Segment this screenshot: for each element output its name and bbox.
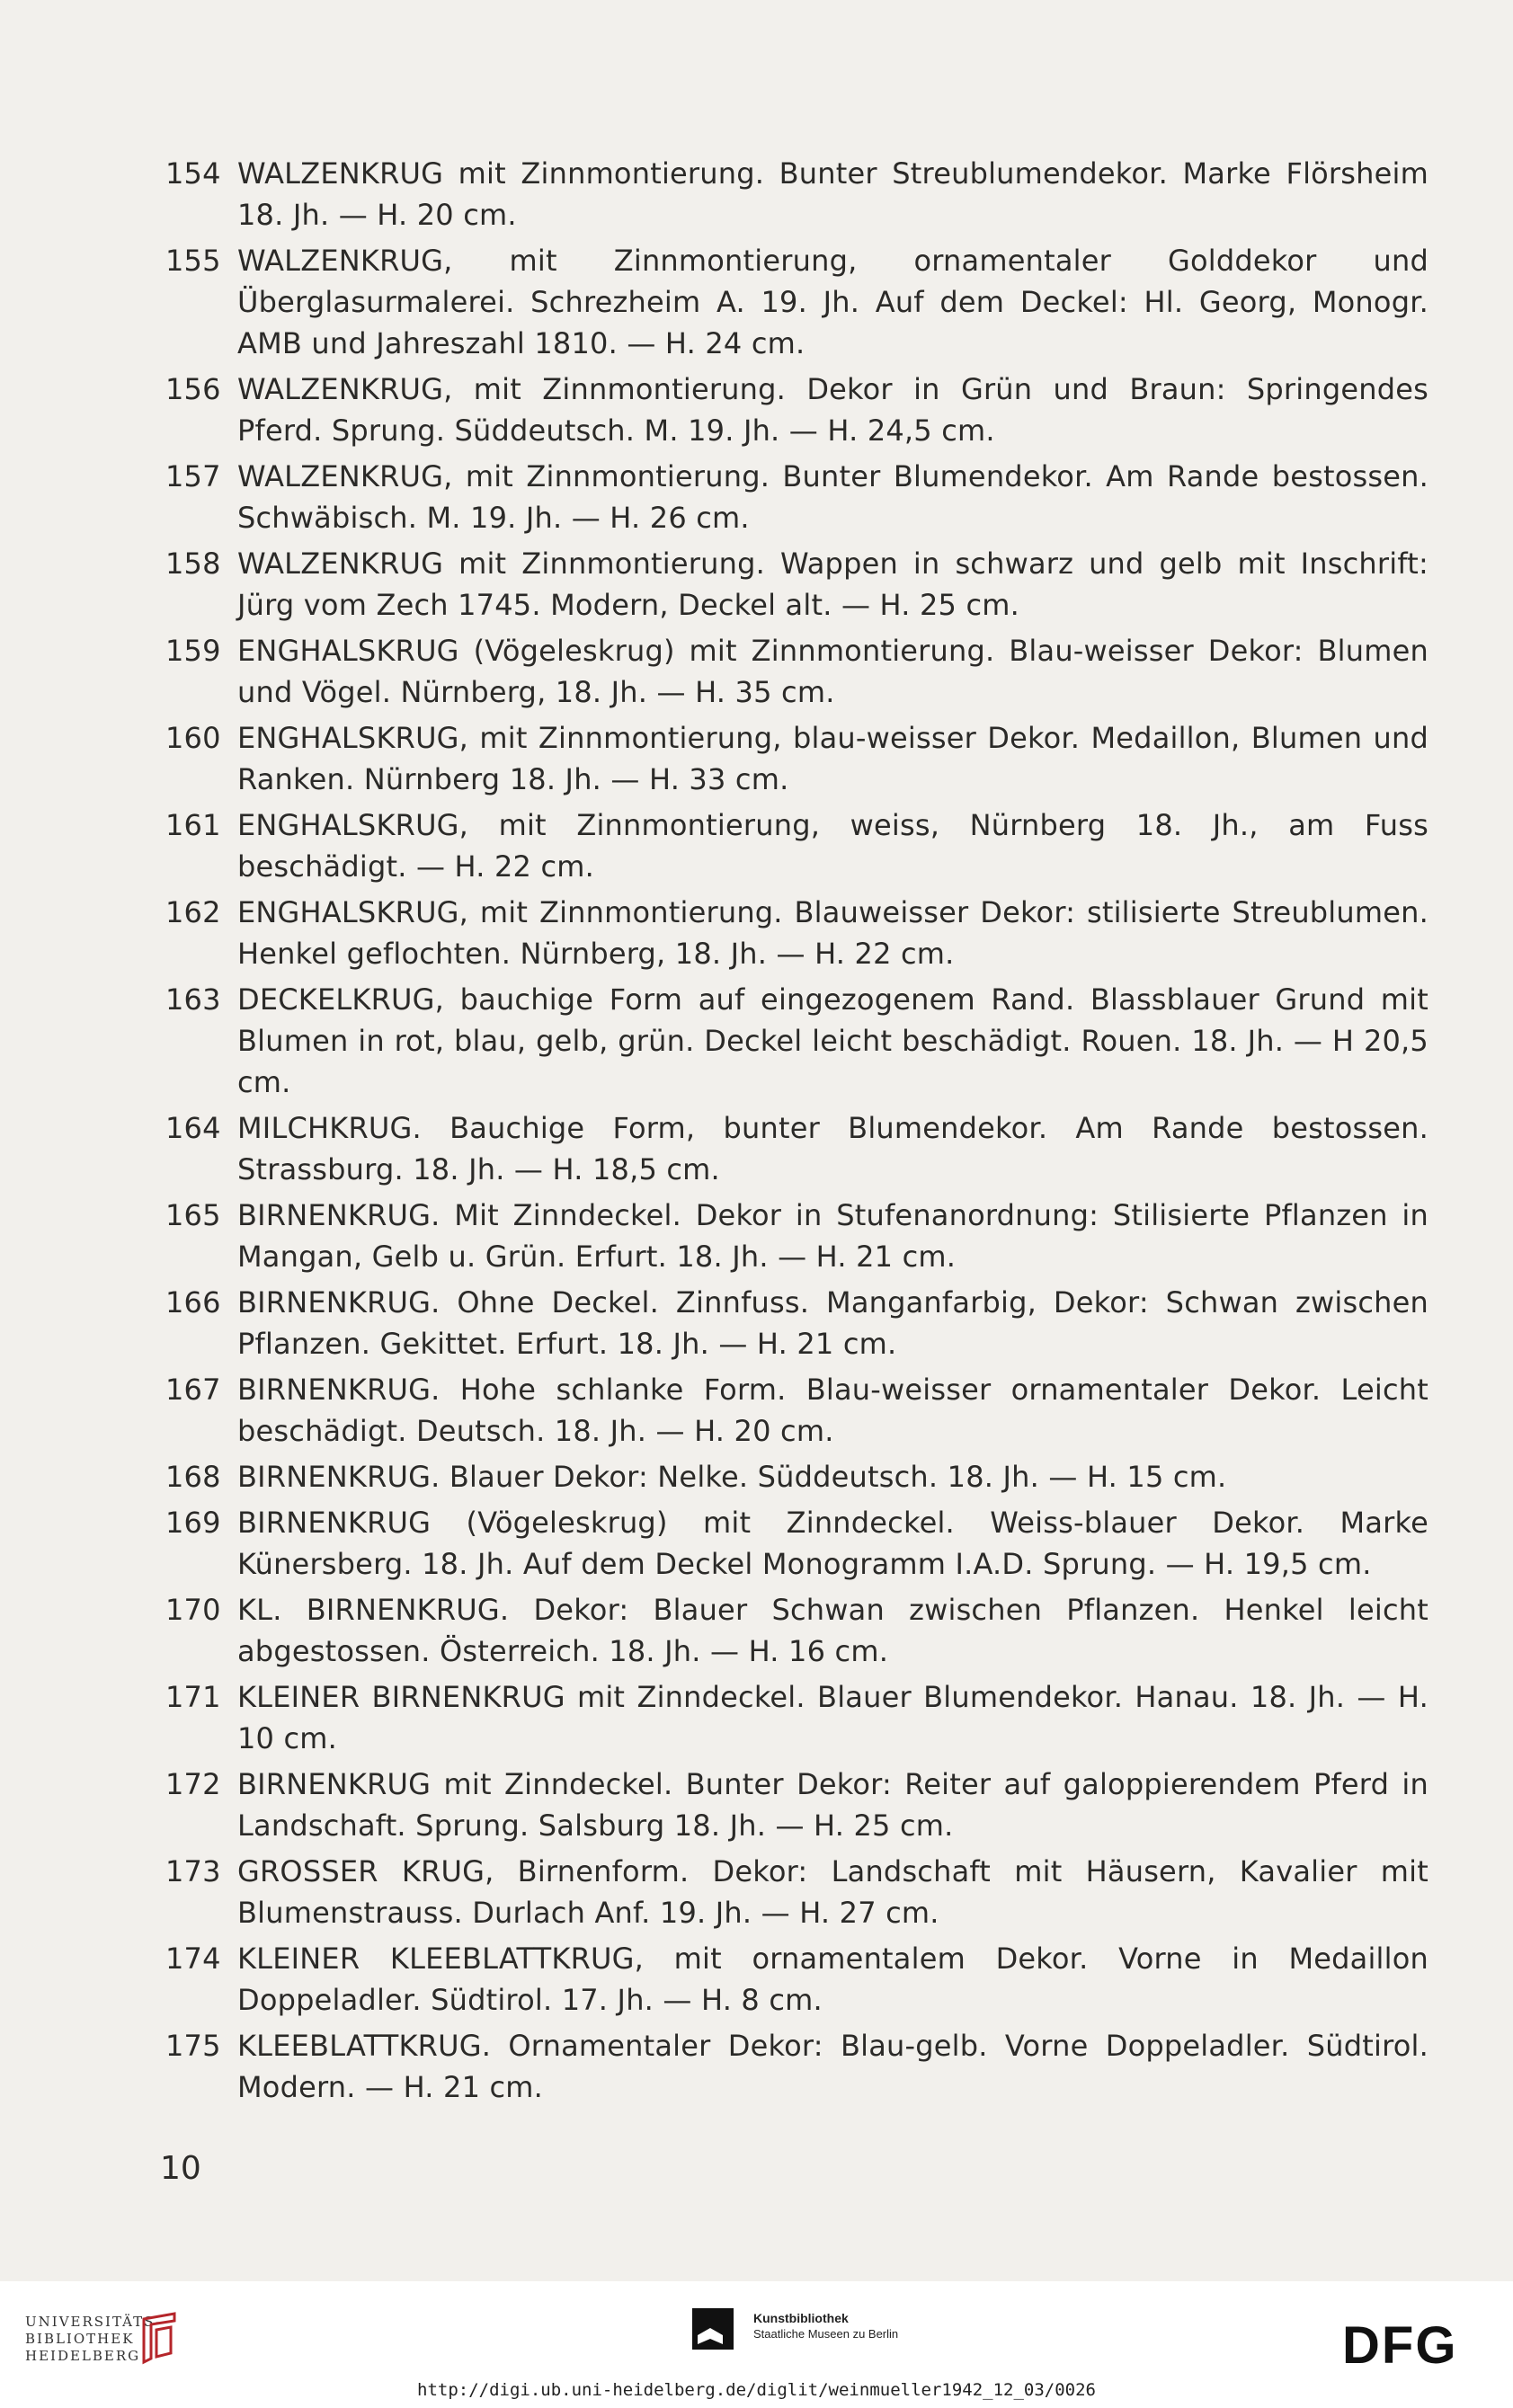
entry-text: WALZENKRUG mit Zinnmontierung. Bunter Streublumendekor. Marke Flörsheim 18. Jh. — H. 20 cm. — [237, 156, 1428, 232]
entry-text: GROSSER KRUG, Birnenform. Dekor: Landschaft mit Häusern, Kavalier mit Blumenstrauss. Durlach Anf. 19. Jh. — H. 27 cm. — [237, 1854, 1428, 1930]
entry-number: 172 — [165, 1767, 221, 1801]
entry-text: WALZENKRUG, mit Zinnmontierung, ornamentaler Golddekor und Überglasurmalerei. Schrezheim A. 19. Jh. Auf dem Deckel: Hl. Georg, Monogr. AMB und Jahreszahl 1810. — H. 24 cm. — [237, 244, 1428, 360]
entry-number: 168 — [165, 1460, 221, 1494]
university-line: UNIVERSITÄTS- — [25, 2314, 163, 2330]
entry-text: BIRNENKRUG. Hohe schlanke Form. Blau-weisser ornamentaler Dekor. Leicht beschädigt. Deutsch. 18. Jh. — H. 20 cm. — [237, 1373, 1428, 1448]
entry-number: 154 — [165, 156, 221, 191]
catalog-entry — [165, 1589, 1428, 1672]
university-line: BIBLIOTHEK — [25, 2331, 135, 2347]
entry-number: 158 — [165, 546, 221, 581]
entry-text: ENGHALSKRUG, mit Zinnmontierung, blau-weisser Dekor. Medaillon, Blumen und Ranken. Nürnberg 18. Jh. — H. 33 cm. — [237, 721, 1428, 796]
catalog-entry — [165, 892, 1428, 974]
catalog-entry — [165, 717, 1428, 800]
entry-number: 162 — [165, 895, 221, 929]
entry-number: 160 — [165, 721, 221, 755]
catalog-entry — [165, 1502, 1428, 1585]
catalog-entry — [165, 369, 1428, 451]
catalog-entry — [165, 153, 1428, 235]
entry-number: 166 — [165, 1285, 221, 1320]
catalog-entry — [165, 1851, 1428, 1933]
entry-number: 159 — [165, 634, 221, 668]
entry-number: 173 — [165, 1854, 221, 1888]
university-logo-icon — [135, 2310, 183, 2368]
entry-text: ENGHALSKRUG, mit Zinnmontierung, weiss, Nürnberg 18. Jh., am Fuss beschädigt. — H. 22 cm. — [237, 808, 1428, 884]
catalog-entry — [165, 1107, 1428, 1190]
catalog-entry — [165, 1456, 1428, 1497]
entry-number: 165 — [165, 1198, 221, 1232]
entry-number: 175 — [165, 2029, 221, 2063]
catalog-entry — [165, 2025, 1428, 2108]
entry-text: MILCHKRUG. Bauchige Form, bunter Blumendekor. Am Rande bestossen. Strassburg. 18. Jh. — H. 18,5 cm. — [237, 1111, 1428, 1186]
entry-text: BIRNENKRUG. Ohne Deckel. Zinnfuss. Manganfarbig, Dekor: Schwan zwischen Pflanzen. Gekittet. Erfurt. 18. Jh. — H. 21 cm. — [237, 1285, 1428, 1361]
entry-text: WALZENKRUG, mit Zinnmontierung. Bunter Blumendekor. Am Rande bestossen. Schwäbisch. M. 19. Jh. — H. 26 cm. — [237, 459, 1428, 535]
permalink-url[interactable]: http://digi.ub.uni-heidelberg.de/diglit/weinmueller1942_12_03/0026 — [417, 2380, 1096, 2400]
catalog-entry — [165, 240, 1428, 364]
entry-text: DECKELKRUG, bauchige Form auf eingezogenem Rand. Blassblauer Grund mit Blumen in rot, blau, gelb, grün. Deckel leicht beschädigt. Rouen. 18. Jh. — H 20,5 cm. — [237, 982, 1428, 1099]
entry-number: 167 — [165, 1373, 221, 1407]
kunstbibliothek-label — [753, 2310, 898, 2342]
university-line: HEIDELBERG — [25, 2348, 141, 2364]
entry-text: KLEINER KLEEBLATTKRUG, mit ornamentalem Dekor. Vorne in Medaillon Doppeladler. Südtirol. 17. Jh. — H. 8 cm. — [237, 1942, 1428, 2017]
kunstbibliothek-title: Kunstbibliothek — [753, 2311, 849, 2325]
entry-text: KLEINER BIRNENKRUG mit Zinndeckel. Blauer Blumendekor. Hanau. 18. Jh. — H. 10 cm. — [237, 1680, 1428, 1755]
entry-number: 170 — [165, 1593, 221, 1627]
entry-number: 163 — [165, 982, 221, 1017]
kunstbibliothek-logo-icon — [692, 2308, 734, 2350]
entry-number: 156 — [165, 372, 221, 406]
entry-text: BIRNENKRUG. Blauer Dekor: Nelke. Süddeutsch. 18. Jh. — H. 15 cm. — [237, 1460, 1227, 1494]
catalog-entry — [165, 979, 1428, 1103]
catalog-entry — [165, 1764, 1428, 1846]
entry-text: WALZENKRUG, mit Zinnmontierung. Dekor in Grün und Braun: Springendes Pferd. Sprung. Süddeutsch. M. 19. Jh. — H. 24,5 cm. — [237, 372, 1428, 448]
catalog-entry — [165, 1676, 1428, 1759]
entry-text: BIRNENKRUG. Mit Zinndeckel. Dekor in Stufenanordnung: Stilisierte Pflanzen in Mangan, Gelb u. Grün. Erfurt. 18. Jh. — H. 21 cm. — [237, 1198, 1428, 1274]
catalog-entry — [165, 1195, 1428, 1277]
catalog-entry — [165, 1282, 1428, 1364]
entry-text: BIRNENKRUG (Vögeleskrug) mit Zinndeckel. Weiss-blauer Dekor. Marke Künersberg. 18. Jh. Auf dem Deckel Monogramm I.A.D. Sprung. — H. 19,5 cm. — [237, 1506, 1428, 1581]
entry-text: ENGHALSKRUG (Vögeleskrug) mit Zinnmontierung. Blau-weisser Dekor: Blumen und Vögel. Nürnberg, 18. Jh. — H. 35 cm. — [237, 634, 1428, 709]
catalog-entry — [165, 456, 1428, 538]
entry-number: 171 — [165, 1680, 221, 1714]
page-number: 10 — [160, 2150, 201, 2187]
dfg-logo: DFG — [1342, 2316, 1458, 2375]
entry-text: WALZENKRUG mit Zinnmontierung. Wappen in schwarz und gelb mit Inschrift: Jürg vom Zech 1745. Modern, Deckel alt. — H. 25 cm. — [237, 546, 1428, 622]
kunstbibliothek-subtitle: Staatliche Museen zu Berlin — [753, 2327, 899, 2341]
catalog-entry — [165, 804, 1428, 887]
catalog-entry — [165, 1369, 1428, 1452]
entry-number: 161 — [165, 808, 221, 842]
entry-number: 174 — [165, 1942, 221, 1976]
entry-text: KLEEBLATTKRUG. Ornamentaler Dekor: Blau-gelb. Vorne Doppeladler. Südtirol. Modern. — H. 21 cm. — [237, 2029, 1428, 2104]
entry-number: 164 — [165, 1111, 221, 1145]
entry-number: 169 — [165, 1506, 221, 1540]
entry-number: 157 — [165, 459, 221, 493]
catalog-entry — [165, 1938, 1428, 2021]
entry-text: ENGHALSKRUG, mit Zinnmontierung. Blauweisser Dekor: stilisierte Streublumen. Henkel geflochten. Nürnberg, 18. Jh. — H. 22 cm. — [237, 895, 1428, 971]
entry-number: 155 — [165, 244, 221, 278]
entry-text: KL. BIRNENKRUG. Dekor: Blauer Schwan zwischen Pflanzen. Henkel leicht abgestossen. Österreich. 18. Jh. — H. 16 cm. — [237, 1593, 1428, 1668]
catalog-entry — [165, 543, 1428, 626]
catalog-entry — [165, 630, 1428, 713]
catalog-entries — [165, 153, 1428, 2112]
entry-text: BIRNENKRUG mit Zinndeckel. Bunter Dekor: Reiter auf galoppierendem Pferd in Landschaft. Sprung. Salsburg 18. Jh. — H. 25 cm. — [237, 1767, 1428, 1843]
